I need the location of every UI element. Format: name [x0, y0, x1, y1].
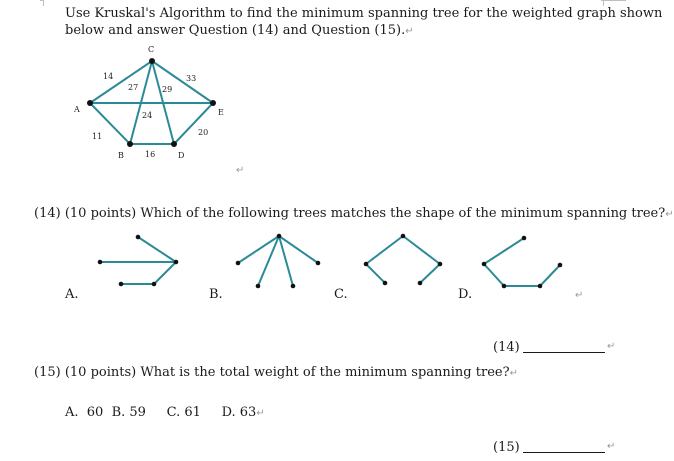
intro-line-2-text: below and answer Question (14) and Question (15).: [65, 23, 406, 38]
return-mark: ↵: [575, 290, 584, 301]
vertex-b: [127, 141, 133, 147]
return-mark: ↵: [665, 209, 674, 220]
tree-option-d-shape: [484, 238, 560, 286]
return-mark: ↵: [405, 26, 414, 37]
option-a-label: A.: [65, 287, 79, 302]
vertex-d: [171, 141, 177, 147]
question-14-text: (14) (10 points) Which of the following trees matches the shape of the minimum spanning tree?: [34, 206, 666, 221]
weighted-graph: [60, 40, 240, 165]
option-d-label: D.: [458, 287, 473, 302]
weight-label-bc: 27: [128, 83, 139, 92]
vertex-label-a: A: [74, 105, 80, 114]
header-tick-left: [43, 0, 44, 6]
vertex-label-c: C: [148, 45, 155, 54]
weight-label-ac: 14: [103, 72, 114, 81]
vertex-label-b: B: [118, 151, 124, 160]
weight-label-ae: 24: [142, 111, 153, 120]
tree-option-b-shape: [238, 236, 318, 286]
question-15-choices-text: A. 60 B. 59 C. 61 D. 63: [65, 405, 257, 420]
return-mark: ↵: [256, 408, 265, 419]
answer-14-blank[interactable]: [523, 352, 605, 353]
answer-15-label: (15): [493, 440, 520, 455]
vertex-label-d: D: [178, 151, 185, 160]
answer-15-blank[interactable]: [523, 452, 605, 453]
intro-line-1: Use Kruskal's Algorithm to find the minimum spanning tree for the weighted graph shown: [65, 6, 663, 21]
return-mark: ↵: [236, 165, 245, 176]
weight-label-cd: 29: [162, 85, 173, 94]
return-mark: ↵: [509, 368, 518, 379]
question-15-text: (15) (10 points) What is the total weight of the minimum spanning tree?: [34, 365, 510, 380]
option-b-label: B.: [209, 287, 223, 302]
vertex-a: [87, 100, 93, 106]
return-mark: ↵: [607, 441, 616, 452]
weight-label-de: 20: [198, 128, 209, 137]
vertex-label-e: E: [218, 108, 224, 117]
return-mark: ↵: [607, 341, 616, 352]
question-14: [34, 206, 674, 223]
question-15-choices: [65, 405, 265, 422]
edge-d-e: [174, 103, 213, 144]
vertex-c: [149, 58, 155, 64]
tree-option-c-shape: [366, 236, 440, 283]
answer-14-label: (14): [493, 340, 520, 355]
tree-options: [90, 228, 570, 294]
weight-label-ce: 33: [186, 74, 197, 83]
option-c-label: C.: [334, 287, 348, 302]
vertex-e: [210, 100, 216, 106]
header-rule-right: [601, 0, 626, 1]
intro-line-2: [65, 23, 414, 40]
weight-label-ab: 11: [92, 132, 103, 141]
question-15: [34, 365, 518, 382]
weight-label-bd: 16: [145, 150, 156, 159]
tree-option-a-shape: [100, 237, 176, 284]
